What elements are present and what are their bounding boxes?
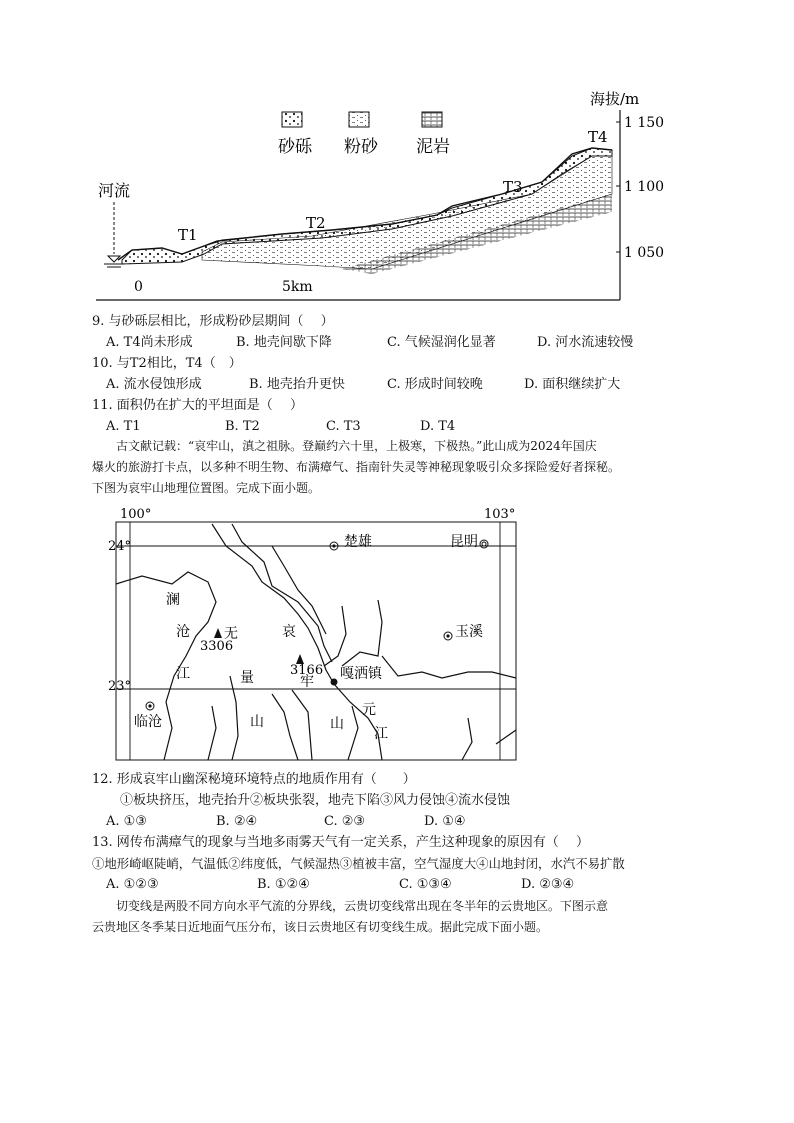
mountain-label-ai: 哀 xyxy=(282,624,296,640)
river-label: 河流 xyxy=(98,181,131,200)
peak-label-3166: 3166 xyxy=(290,663,324,678)
terrace-label-t3: T3 xyxy=(503,178,523,196)
elevation-axis-title: 海拔/m xyxy=(590,90,640,108)
terrace-profile-figure xyxy=(92,84,665,310)
longitude-label-103: 103° xyxy=(484,507,516,522)
passage-2-line-1: 切变线是两股不同方向水平气流的分界线，云贵切变线常出现在冬半年的云贵地区。下图示意 xyxy=(116,899,609,913)
question-13-option-d[interactable]: D. ②③④ xyxy=(521,877,575,892)
city-label-chuxiong: 楚雄 xyxy=(344,534,372,550)
question-11-option-c[interactable]: C. T3 xyxy=(326,419,361,434)
question-10-stem: 10. 与T2相比，T4（ ） xyxy=(92,356,242,371)
question-12-option-c[interactable]: C. ②③ xyxy=(324,814,366,829)
question-11-option-d[interactable]: D. T4 xyxy=(420,419,456,434)
question-12-option-a[interactable]: A. ①③ xyxy=(106,814,147,829)
question-11-option-a[interactable]: A. T1 xyxy=(106,419,141,434)
question-10-option-a[interactable]: A. 流水侵蚀形成 xyxy=(106,377,202,392)
question-9-option-a[interactable]: A. T4尚未形成 xyxy=(106,335,193,350)
passage-ailao-mountain xyxy=(92,436,704,499)
peak-markers xyxy=(200,628,323,678)
legend-label-silt: 粉砂 xyxy=(344,137,378,157)
longitude-label-100: 100° xyxy=(120,507,152,522)
peak-label-3306: 3306 xyxy=(200,639,234,654)
question-13-stem: 13. 网传布满瘴气的现象与当地多雨雾天气有一定关系，产生这种现象的原因有（ ） xyxy=(92,835,589,850)
passage-1-line-3: 下图为哀牢山地理位置图。完成下面小题。 xyxy=(92,481,321,495)
distance-tick-5km: 5km xyxy=(282,279,313,295)
question-12-statement: ①板块挤压，地壳抬升②板块张裂，地壳下陷③风力侵蚀④流水侵蚀 xyxy=(120,793,511,808)
mountain-label-wu: 无 xyxy=(224,626,238,642)
question-9-option-c[interactable]: C. 气候湿润化显著 xyxy=(387,335,496,350)
question-10-option-b[interactable]: B. 地壳抬升更快 xyxy=(249,377,345,392)
passage-shear-line xyxy=(92,896,704,938)
river-lines xyxy=(116,524,516,760)
terrace-layers xyxy=(118,148,612,274)
question-12-option-b[interactable]: B. ②④ xyxy=(216,814,258,829)
question-12-stem: 12. 形成哀牢山幽深秘境环境特点的地质作用有（ ） xyxy=(92,772,416,787)
ailao-location-map xyxy=(108,506,522,764)
river-label-jiang-lancang: 江 xyxy=(176,666,190,682)
question-13-statement: ①地形崎岖陡峭，气温低②纬度低，气候湿热③植被丰富，空气湿度大④山地封闭，水汽不易扩散 xyxy=(92,856,625,871)
distance-tick-0: 0 xyxy=(134,279,143,295)
question-9-option-b[interactable]: B. 地壳间歇下降 xyxy=(236,335,332,350)
elevation-tick-1150: 1 150 xyxy=(624,115,665,131)
elevation-tick-1100: 1 100 xyxy=(624,179,665,195)
river-label-jiang-yuan: 江 xyxy=(374,726,388,742)
passage-2-line-2: 云贵地区冬季某日近地面气压分布，该日云贵地区有切变线生成。据此完成下面小题。 xyxy=(92,920,549,934)
mountain-label-shan-ailao: 山 xyxy=(330,716,344,732)
latitude-label-23: 23° xyxy=(108,679,132,694)
terrace-label-t4: T4 xyxy=(588,128,608,146)
passage-1-line-1: 古文献记载：“哀牢山，滇之祖脉。登巅约六十里，上极寒，下极热。”此山成为2024年国庆 xyxy=(116,439,597,453)
latitude-label-24: 24° xyxy=(108,539,132,554)
river-label-yuan: 元 xyxy=(362,702,376,718)
question-11-stem: 11. 面积仍在扩大的平坦面是（ ） xyxy=(92,398,303,413)
river-label-cang: 沧 xyxy=(176,624,190,640)
city-label-kunming: 昆明 xyxy=(450,534,478,550)
question-11-option-b[interactable]: B. T2 xyxy=(225,419,260,434)
mountain-label-shan-wuliang: 山 xyxy=(250,714,264,730)
question-13-option-a[interactable]: A. ①②③ xyxy=(106,877,159,892)
question-13-option-c[interactable]: C. ①③④ xyxy=(399,877,452,892)
question-10-option-c[interactable]: C. 形成时间较晚 xyxy=(387,377,483,392)
gravel-pattern-icon xyxy=(282,112,302,127)
legend xyxy=(278,112,450,157)
silt-pattern-icon xyxy=(349,112,369,127)
question-9-option-d[interactable]: D. 河水流速较慢 xyxy=(537,335,634,350)
mountain-label-lao: 牢 xyxy=(300,674,314,690)
town-label-gasa: 嘎洒镇 xyxy=(340,666,382,682)
passage-1-line-2: 爆火的旅游打卡点，以多种不明生物、布满瘴气、指南针失灵等神秘现象吸引众多探险爱好者探秘。 xyxy=(92,460,621,474)
mountain-label-liang: 量 xyxy=(240,670,254,686)
question-10-option-d[interactable]: D. 面积继续扩大 xyxy=(524,377,621,392)
river-label-lan: 澜 xyxy=(166,592,180,608)
mudstone-pattern-icon xyxy=(422,112,442,127)
city-label-lincang: 临沧 xyxy=(134,714,162,730)
question-12-option-d[interactable]: D. ①④ xyxy=(424,814,466,829)
question-9-stem: 9. 与砂砾层相比，形成粉砂层期间（ ） xyxy=(92,314,334,329)
legend-label-mudstone: 泥岩 xyxy=(416,137,450,157)
city-label-yuxi: 玉溪 xyxy=(455,624,483,640)
terrace-label-t1: T1 xyxy=(178,226,198,244)
elevation-tick-1050: 1 050 xyxy=(624,245,665,261)
question-13-option-b[interactable]: B. ①②④ xyxy=(257,877,310,892)
terrace-label-t2: T2 xyxy=(306,214,326,232)
legend-label-gravel: 砂砾 xyxy=(278,137,312,157)
